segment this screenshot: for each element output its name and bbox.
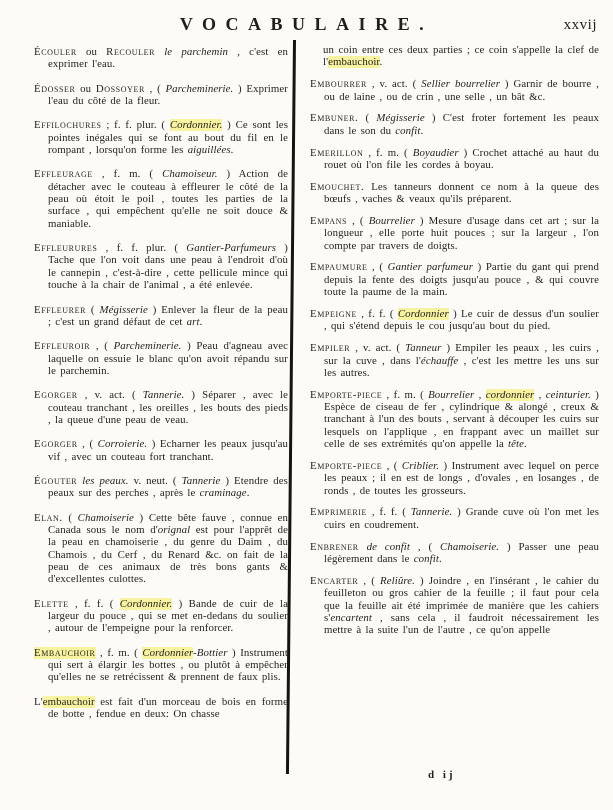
text-segment: , ( xyxy=(144,82,166,95)
dictionary-entry xyxy=(310,541,599,566)
text-segment: , f. m. ( xyxy=(95,646,143,659)
text-segment: ) Espèce de ciseau de fer , cylindrique & alongé , creux & tranchant à l'un des bouts , servant à découper les cuirs sur lesquels on l'applique , en frappant avec un maillet sur celle de ses extrémités qu'on appelle la xyxy=(324,388,599,451)
entry-headword: Égouter xyxy=(34,474,78,487)
italic-text: Bourrelier xyxy=(368,214,415,227)
dictionary-entry xyxy=(310,261,599,298)
text-segment: ) Séparer , avec le couteau tranchant , les oreilles , les bouts des pieds , la queue d'une peau de veau. xyxy=(48,389,288,426)
text-segment: , f. m. ( xyxy=(363,146,413,159)
italic-text: Tannerie. xyxy=(142,389,185,402)
entry-headword: Dossoyer xyxy=(95,82,145,95)
text-segment: , ( xyxy=(90,340,114,353)
text-segment: , sans cela , il faudroit nécessairement les mettre à la suite l'un de l'autre , ce qu'on appelle xyxy=(324,611,599,637)
italic-text: Chamoiserie xyxy=(77,511,134,524)
text-segment: est pour l'apprêt de la peau en chamoiserie , du genre du Daim , du Chamois , du Cerf , du Renard &c. on fait de la peau de ces animaux de très bons gants & d'excellentes culottes. xyxy=(48,523,288,586)
text-segment: . xyxy=(230,144,234,157)
italic-text: Tannerie xyxy=(181,474,221,487)
page-number: xxvij xyxy=(563,17,597,33)
italic-text: Gantier-Parfumeurs xyxy=(186,242,277,255)
text-segment: ou xyxy=(76,46,107,58)
italic-text: Reliûre. xyxy=(380,574,415,587)
dictionary-entry xyxy=(310,147,599,172)
text-segment xyxy=(155,46,164,58)
text-segment: , f. f. ( xyxy=(367,506,411,519)
text-segment: , v. act. ( xyxy=(77,389,143,402)
dictionary-entry xyxy=(310,342,599,379)
text-segment: ) Joindre , en l'insérant , le cahier du feuilleton ou gros cahier de la feuille ; il faut pour cela que la feuille ait été imprimée de manière que les cahiers s' xyxy=(324,574,600,624)
italic-text: aiguillées xyxy=(187,144,231,157)
dictionary-entry xyxy=(34,46,288,71)
text-segment: , ( xyxy=(382,459,402,472)
text-segment: , c'est les mettre les uns sur les autres. xyxy=(324,354,600,379)
text-segment: ) Instrument avec lequel on perce les peaux ; il en est de longs , d'ovales , en losanges , de ronds , de toutes les grosseurs. xyxy=(324,459,599,497)
dictionary-entry xyxy=(310,112,599,137)
dictionary-entry xyxy=(34,389,288,426)
highlighted-trade-term: cordonnier xyxy=(485,388,535,401)
italic-text: encartent xyxy=(330,611,373,624)
text-segment: ) Exprimer l'eau du côté de la fleur. xyxy=(48,82,288,108)
entry-headword: Recouler xyxy=(106,46,156,58)
dictionary-entry xyxy=(310,575,599,637)
text-segment: ) Passer une peau légèrement dans le xyxy=(324,540,600,565)
entry-headword: Édosser xyxy=(34,82,76,95)
italic-text: confit xyxy=(395,124,421,137)
italic-text: -Bottier xyxy=(193,646,228,659)
text-segment: , ( xyxy=(367,261,388,274)
entry-headword: Empiler xyxy=(310,342,351,355)
dictionary-entry xyxy=(34,304,288,329)
dictionary-entry xyxy=(34,340,288,377)
italic-text: tête xyxy=(508,438,525,451)
entry-headword: Emprimerie xyxy=(310,506,368,519)
italic-text: Parcheminerie. xyxy=(113,340,182,353)
italic-text: Chamoiserie. xyxy=(440,540,500,553)
text-segment: ) Ce sont les pointes inégales qui se font au bout du fil en le rompant , lorsqu'on forme les xyxy=(48,119,288,157)
entry-headword: Egorger xyxy=(34,389,78,402)
text-segment: ) Peau d'agneau avec laquelle on essuie le blanc qu'on avoit répandu sur le parchemin. xyxy=(48,340,288,377)
dictionary-entry xyxy=(34,83,288,108)
text-segment: , f. m. ( xyxy=(92,168,163,181)
text-segment: ) Partie du gant qui prend depuis la fente des doigts jusqu'au pouce , & qui couvre toute la paume de la main. xyxy=(324,261,600,299)
text-segment: ) Echarner les peaux jusqu'au vif , avec un couteau fort tranchant. xyxy=(48,438,289,463)
text-segment: , ( xyxy=(347,214,369,227)
italic-text: Mégisserie xyxy=(376,112,425,125)
dictionary-entry xyxy=(34,647,288,684)
highlighted-trade-term: Cordonnier xyxy=(142,646,194,659)
text-segment: , f. f. ( xyxy=(356,308,398,320)
text-segment: ( xyxy=(358,112,377,125)
italic-text: Parcheminerie. xyxy=(165,82,234,95)
page-title: VOCABULAIRE. xyxy=(179,14,434,34)
highlighted-trade-term: Cordonnier. xyxy=(169,119,223,132)
text-segment: v. neut. ( xyxy=(128,474,182,487)
text-segment: ) Instrument qui sert à élargir les bottes , ou plutôt à empêcher qu'elles ne se retrécissent & prennent de faux plis. xyxy=(48,646,288,684)
text-segment: ) Grande cuve où l'on met les cuirs en coudrement. xyxy=(324,506,600,531)
dictionary-entry xyxy=(34,512,288,586)
dictionary-entry xyxy=(34,598,288,635)
text-segment: , f. f. ( xyxy=(68,597,120,610)
dictionary-entry xyxy=(310,181,599,206)
highlighted-term: embauchoir xyxy=(42,695,95,708)
italic-text: Criblier. xyxy=(401,459,440,472)
dictionary-entry xyxy=(34,119,288,156)
text-segment: ) Crochet attaché au haut du rouet où l'on file les cordes à boyau. xyxy=(324,146,599,171)
italic-text: art xyxy=(186,315,200,328)
italic-text: Corroierie. xyxy=(97,438,148,451)
text-segment xyxy=(359,541,367,553)
text-segment: L' xyxy=(34,695,43,708)
italic-text: Sellier bourrelier xyxy=(421,78,500,91)
text-segment: ou xyxy=(75,82,96,95)
italic-text: Tanneur xyxy=(405,342,442,355)
text-segment: ) C'est froter fortement les peaux dans le son du xyxy=(324,112,599,137)
italic-text: le parchemin xyxy=(164,46,229,58)
italic-text: Chamoiseur. xyxy=(162,168,218,181)
dictionary-entry xyxy=(310,215,599,252)
text-segment: , f. f. plur. ( xyxy=(97,242,187,255)
italic-text: de confit xyxy=(366,540,410,553)
entry-headword: Emouchet. xyxy=(310,180,365,193)
dictionary-entry xyxy=(34,438,288,463)
text-segment: ) Empiler les peaux , les cuirs , sur la cuve , dans l' xyxy=(324,342,599,367)
entry-headword: Emporte-piece xyxy=(310,459,383,472)
entry-headword: Effleurer xyxy=(34,303,87,316)
entry-headword: Emerillon xyxy=(310,146,364,159)
entry-headword: Emporte-piece xyxy=(310,388,383,401)
text-segment: ) Tache que l'on voit dans une peau à l'endroit d'où le cannepin , c'est-à-dire , cette pellicule mince qui touche à la chair de l'animal , a été enlevée. xyxy=(48,242,288,292)
italic-text: Mégisserie xyxy=(99,303,148,316)
gathering-signature: d ij xyxy=(428,769,456,781)
italic-text: les peaux. xyxy=(82,474,129,487)
dictionary-entry xyxy=(310,460,599,497)
entry-headword: Écouler xyxy=(34,46,77,58)
text-segment: . xyxy=(246,487,250,500)
text-segment: , ( xyxy=(77,438,98,451)
italic-text: échauffe xyxy=(420,354,459,367)
text-segment: ) Mesure d'usage dans cet art ; sur la longueur , elle porte huit pouces ; sur la largeur , l'on compte par travers de doigts. xyxy=(324,214,599,252)
text-segment: ) Le cuir de dessus d'un soulier , qui s'étend depuis le cou jusqu'au bout du pied. xyxy=(324,308,599,333)
entry-headword: Empaumure xyxy=(310,261,368,274)
italic-text: Bourrelier , xyxy=(428,388,486,401)
entry-headword: Embourrer xyxy=(310,78,367,91)
text-segment: ) Etendre des peaux sur des perches , après le xyxy=(48,474,288,500)
highlighted-trade-term: Cordonnier xyxy=(397,308,449,320)
highlighted-term: embauchoir xyxy=(328,56,380,69)
dictionary-entry xyxy=(310,308,599,333)
text-segment: , c'est en exprimer l'eau. xyxy=(48,46,288,71)
italic-text: confit xyxy=(413,553,439,565)
entry-headword: Enbrener xyxy=(310,540,359,553)
text-segment: ; f. f. plur. ( xyxy=(101,119,170,132)
entry-headword: Elette xyxy=(34,597,69,610)
entry-headword: Effleuroir xyxy=(34,340,91,353)
dictionary-entry xyxy=(34,168,288,230)
right-column xyxy=(310,44,599,646)
text-segment: . xyxy=(438,553,442,565)
entry-headword: Empeigne xyxy=(310,308,357,320)
text-segment: . xyxy=(524,438,527,451)
entry-headword-highlighted: Embauchoir xyxy=(34,646,96,659)
text-segment: un coin entre ces deux parties ; ce coin s'appelle la clef de l' xyxy=(323,44,599,69)
italic-text: Gantier parfumeur xyxy=(387,261,474,274)
text-segment: , ( xyxy=(358,574,381,587)
text-segment: , v. act. ( xyxy=(350,342,406,355)
italic-text: , ceinturier. xyxy=(534,388,591,401)
text-segment: . xyxy=(420,124,424,137)
entry-headword: Embuner. xyxy=(310,112,359,125)
dictionary-entry xyxy=(310,44,599,69)
dictionary-entry xyxy=(310,506,599,531)
left-column xyxy=(34,46,288,732)
italic-text: orignal xyxy=(157,523,191,536)
entry-headword: Empans xyxy=(310,214,348,227)
dictionary-entry xyxy=(34,696,288,721)
italic-text: Boyaudier xyxy=(412,146,459,159)
text-segment: ( xyxy=(62,511,78,524)
entry-headword: Effilochures xyxy=(34,119,102,132)
entry-headword: Elan. xyxy=(34,511,63,524)
text-segment: . xyxy=(199,315,203,328)
entry-headword: Effleurures xyxy=(34,242,98,255)
text-segment: ) Bande de cuir de la largeur du pouce , qui se met en-dedans du soulier , autour de l'empeigne pour la renforcer. xyxy=(48,597,288,635)
dictionary-entry xyxy=(310,78,599,103)
dictionary-entry xyxy=(34,475,288,500)
italic-text: craminage xyxy=(199,487,247,500)
dictionary-entry xyxy=(34,242,288,291)
text-segment: , v. act. ( xyxy=(366,78,422,91)
italic-text: Tannerie. xyxy=(410,506,453,519)
text-segment: . xyxy=(379,56,383,69)
text-segment: ) Enlever la fleur de la peau ; c'est un grand défaut de cet xyxy=(48,303,288,328)
text-segment: ( xyxy=(86,303,100,316)
text-segment: ) Cette bête fauve , connue en Canada sous le nom d' xyxy=(48,511,288,536)
text-segment: ) Garnir de bourre , ou de laine , ou de crin , une selle , un bât &c. xyxy=(324,78,599,103)
entry-headword: Egorger xyxy=(34,438,78,451)
dictionary-entry xyxy=(310,389,599,451)
entry-headword: Encarter xyxy=(310,574,359,587)
entry-headword: Effleurage xyxy=(34,168,93,181)
highlighted-trade-term: Cordonnier. xyxy=(119,597,173,610)
text-segment: Les tanneurs donnent ce nom à la queue des bœufs , vaches & veaux qu'ils préparent. xyxy=(324,180,599,206)
text-segment: , f. m. ( xyxy=(382,388,429,401)
text-segment: est fait d'un morceau de bois en forme de botte , fendue en deux: On chasse xyxy=(48,695,288,721)
text-segment: ) Action de détacher avec le couteau à effleurer le côté de la peau où étoit le poil , toutes les parties de la surface , qui empêchent qu'elle ne soit douce & maniable. xyxy=(48,168,288,230)
text-segment: , ( xyxy=(410,540,441,553)
